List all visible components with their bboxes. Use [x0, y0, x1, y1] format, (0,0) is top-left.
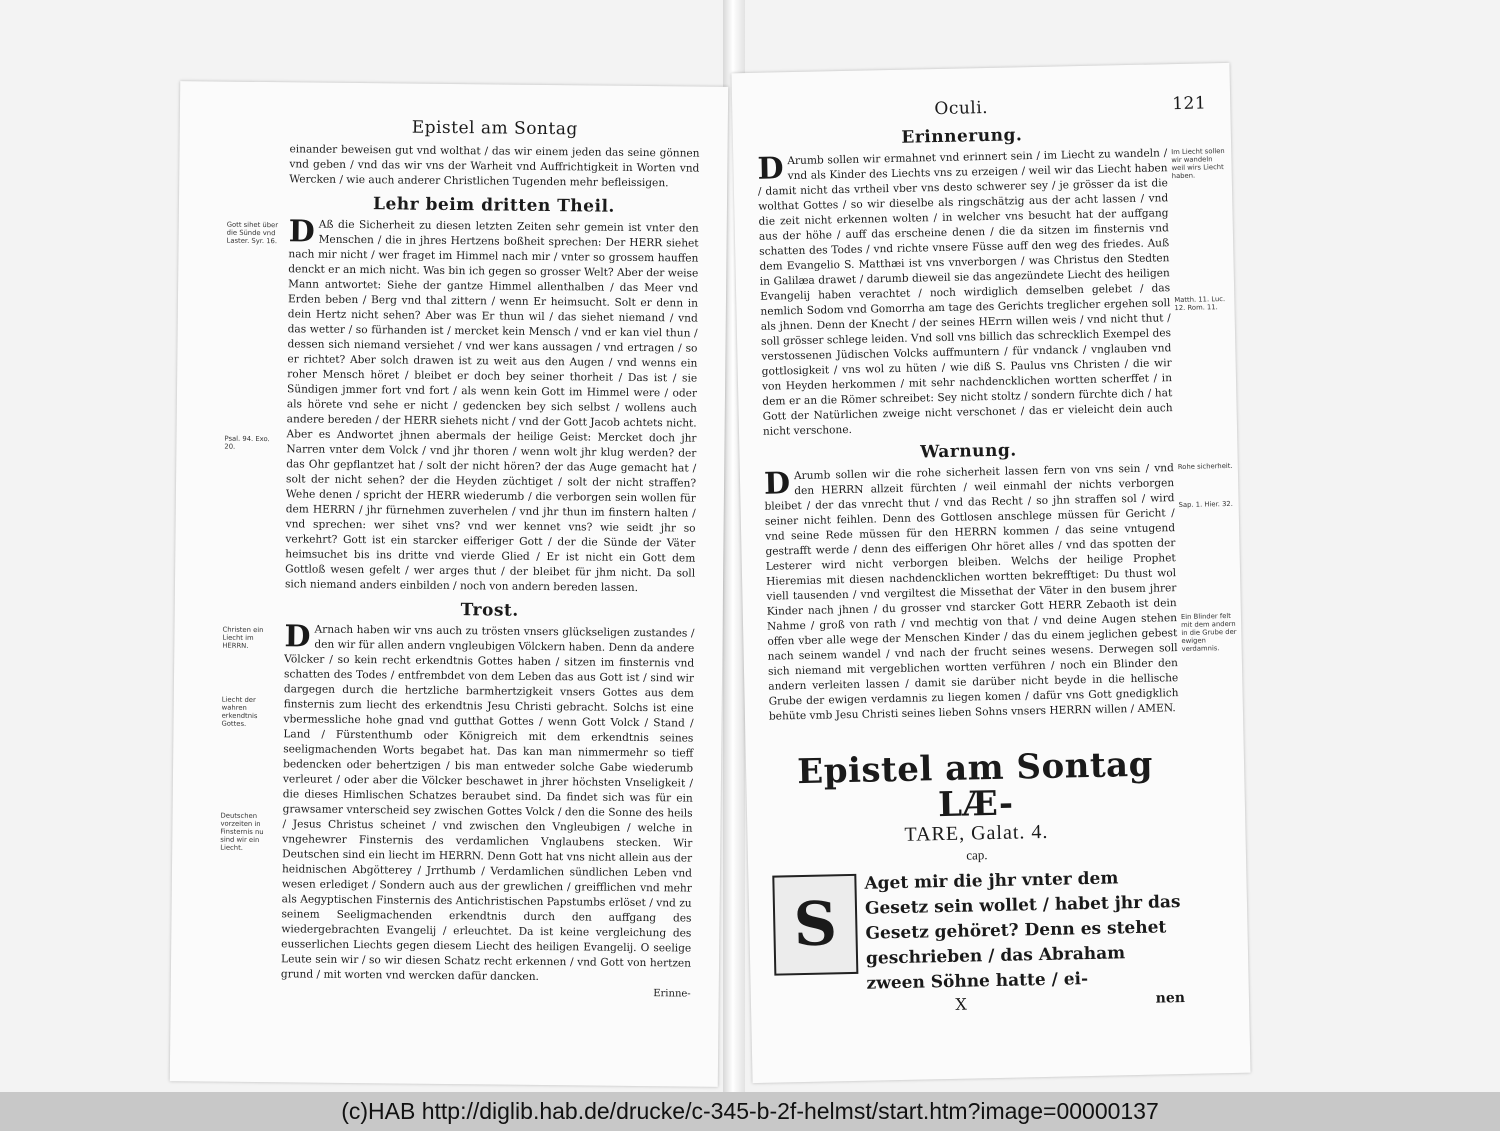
right-page — [731, 63, 1250, 1083]
credit-bar — [0, 1092, 1500, 1131]
right-page-header — [756, 93, 1207, 125]
section-title-trost: Trost. — [460, 600, 519, 621]
decorated-initial: S — [772, 874, 858, 976]
margin-note: Liecht der wahren erkendtnis Gottes. — [221, 695, 258, 728]
drop-cap: D — [284, 619, 311, 655]
catchword: nen — [1155, 990, 1186, 1007]
margin-note: Psal. 94. Exo. 20. — [224, 434, 270, 451]
margin-note: Matth. 11. Luc. 12. Rom. 11. — [1174, 295, 1226, 313]
section-title-erinnerung: Erinnerung. — [901, 125, 1023, 148]
epistle-title: Epistel am Sontag LÆ- — [796, 744, 1154, 826]
epistle-subtitle: TARE, Galat. 4. — [904, 820, 1049, 846]
margin-note: Deutschen vorzeiten in Finsternis nu sind wir ein Liecht. — [220, 811, 264, 852]
warnung-paragraph — [763, 461, 1237, 725]
lehr-paragraph — [224, 214, 699, 596]
warnung-text: Arumb sollen wir die rohe sicherheit lassen fern von vns sein / vnd den HERRN allzeit fürchten / weil einmahl der nichts verborgen bleibet / der das vnrecht thut / vnd das Recht / so jhn straffen sol / wird seiner nicht feihlen. Denn des Gottlosen anschlege müssen für Gericht / vnd seine Rede müssen für den HERRN kommen / das seine vntugend gestrafft werde / denn des eifferigen Ohr höret alles / vnd das spotten der Lesterer wird nicht verborgen bleiben. Welchs der heilige Prophet Hieremias mit diesen nachdencklichen wortten bekrefftiget: Du thust wol viell tausenden / vnd vergiltest die Missethat der Väter in den busem jhrer Kinder nach jhnen / du grosser vnd starcker Gott HERR Zebaoth ist dein Nahme / groß von rath / vnd mechtig von that / vnd deine Augen stehen offen vber alle wege der Menschen Kinder / das du einem jeglichen gebest nach seinem wandel / vnd nach der frucht seines wesens. Derwegen soll sich niemand mit vergeblichen wortten verführen / noch ein Blinder den andern verleiten lassen / damit sie darüber nicht beyde in die hellische Grube der ewigen verdamnis zu liegen komen / dafür vns Gott gnedigklich behüte vmb Jesu Christi seines lieben Sohns vnsers HERRN willen / AMEN. — [764, 462, 1179, 723]
epistle-cap: cap. — [966, 847, 988, 863]
margin-note: Rohe sicherheit. — [1177, 461, 1233, 472]
credit-text: (c)HAB http://diglib.hab.de/drucke/c-345-b-2f-helmst/start.htm?image=00000137 — [341, 1098, 1159, 1124]
erinnerung-paragraph — [757, 146, 1226, 440]
page-number: 121 — [1172, 93, 1207, 115]
margin-note: Christen ein Liecht im HERRN. — [222, 625, 264, 650]
trost-paragraph — [220, 619, 695, 986]
right-page-title: Oculi. — [934, 97, 989, 120]
drop-cap: D — [288, 214, 315, 250]
left-intro-text: einander beweisen gut vnd wolthat / das wir einem jeden das seine gönnen vnd geben / vnd das wir vns der Warheit vnd Auffrichtigkeit in Worten vnd Wercken / wie auch anderer Christlichen Tugenden mehr befleissigen. — [289, 143, 700, 190]
lehr-text: Aß die Sicherheit zu diesen letzten Zeiten sehr gemein ist vnter den Menschen / die in jhres Hertzens boßheit sprechen: Der HERR siehet nach mir nicht / wer fraget im Himmel nach mir / vnter so grossem hauffen denckt er an mich nicht. Was bin ich gegen so grosser Welt? Aber der weise Mann antwortet: Siehe der gantze Himmel allenthalben / das Meer vnd Erden beben / Berg vnd thal zittern / wenn Er heimsucht. Solt er denn in dein Hertz nicht sehen? Aber was Er thun wil / das siehet niemand / vnd das wetter / so fürhanden ist / mercket kein Mensch / vnd er kan viel thun / dessen sich niemand versiehet / vnd wer kans aussagen / vnd ertragen / so er richtet? Aber solch drawen ist zu weit aus den Augen / vnd wenns ein roher Mensch höret / bleibet er doch bey seiner thorheit / Das ist / sie Sündigen jmmer fort vnd fort / als wenn kein Gott im Himmel were / oder als hörete vnd sehe er nicht / gedencken bey sich selbst / wollens auch andere bereden / der HERR siehets nicht / vnd der Gott Jacob achtets nicht. Aber es Andwortet jhnen abermals der heilige Geist: Mercket doch jhr Narren vnter dem Volck / vnd jhr thoren / wenn wolt jhr klug werden? der das Ohr gepflantzet hat / solt der nicht hören? der das Auge gemacht hat / solt der nicht sehen? der die Heyden züchtiget / solt der nicht straffen? Wehe denen / spricht der HERR wiederumb / die verborgen sein wollen für dem HERRN / jhr fürnehmen zuverhelen / vnd jhr thun im finstern halten / vnd sprechen: wer sihet vns? vnd wer kennet vns? wie seidt jhr so verkehrt? Gott ist ein starcker eifferiger Gott / der die Sünde der Väter heimsuchet bis ins dritte vnd vierde Glied / Er ist nicht ein Gott dem Gottloß wesen gefelt / wer arges thut / der bleibet für jhm nicht. Da soll sich niemand anders einbilden / noch von andern bereden lassen. — [284, 218, 699, 594]
margin-note: Gott sihet über die Sünde vnd Laster. Syr. 16. — [226, 220, 279, 246]
section-title-warnung: Warnung. — [920, 440, 1017, 463]
trost-text: Arnach haben wir vns auch zu trösten vnsers glückseligen zustandes / den wir für allen andern vngleubigen Völckern haben. Denn da andere Völcker / so kein recht erkendtnis Gottes haben / sitzen im finsternis vnd schatten des Todes / entfrembdet von dem Leben das aus Gott ist / sind wir dargegen durch die hertzliche barmhertzigkeit vnsers Gottes aus dem finsternis zum liecht des erkendtnis Jesu Christi gebracht. Solchs ist eine vbermessliche hohe gnad vnd gutthat Gottes / wenn Gott Volck / Stand / Land / Fürstenthumb oder Königreich mit dem erkendtnis seines seeligmachenden Worts begabet hat. Das kan man nimmermehr so tieff bedencken oder behertzigen / bis man entweder solche Gabe wiederumb verleuret / oder aber die Völcker beschawet in jhrer höchsten Vnseligkeit / die dieses Himlischen Schatzes beraubet sind. Da findet sich was für ein grawsamer vnterscheid sey zwischen Gottes Volck / den die Sonne des heils / Jesus Christus scheinet / vnd zwischen den Vngleubigen / welche in vngehewrer Finsternis des verdamlichen Vnglaubens stecken. Wir Deutschen sind ein liecht im HERRN. Denn Gott hat vns nicht allein aus der heidnischen Abgötterey / Jrrthumb / Verdamlichen sündlichen Leben vnd wesen erlediget / Sondern auch aus der grewlichen / greifflichen vnd mehr als Aegyptischen Finsternis des Antichristischen Papstumbs erlöset / vnd zu seinem Seeligmachenden erkendtnis durch den auffgang des wiedergebrachten Evangelij / erleuchtet. Da ist keine vergleichung des eusserlichen Liechts gegen diesem Liecht des heiligen Evangelij. O seelige Leute sein wir / so wir diesen Schatz recht erkennen / vnd Gott von hertzen grund / mit worten vnd wercken dafür dancken. — [280, 623, 695, 983]
drop-cap: D — [763, 466, 791, 502]
margin-note: Ein Blinder felt mit dem andern in die Grube der ewigen verdamnis. — [1180, 611, 1237, 654]
margin-note: Sap. 1. Hier. 32. — [1178, 499, 1233, 510]
epistle-text: Aget mir die jhr vnter dem Gesetz sein wollet / habet jhr das Gesetz gehöret? Denn es stehet geschrieben / das Abraham zween Söhne hatte / ei- — [864, 868, 1181, 994]
left-page — [170, 81, 728, 1087]
epistle-paragraph — [772, 865, 1185, 999]
section-title-lehr: Lehr beim dritten Theil. — [372, 194, 615, 217]
margin-note: Im Liecht sollen wir wandeln weil wirs Liecht haben. — [1171, 147, 1225, 181]
erinnerung-text: Arumb sollen wir ermahnet vnd erinnert sein / im Liecht zu wandeln / vnd als Kinder des Liechts vns zu erzeigen / weil wir das Liecht haben / damit nicht das vrtheil vber vns desto schwerer sey / je grösser da ist die wolthat Gottes / so wir dieselbe als ringschätzig aus der acht lassen / vnd die zeit nicht erkennen wolten / in welcher vns besucht hat der auffgang aus der höhe / auff das erscheine denen / die da sitzen im finsternis vnd schatten des Todes / vnd richte vnsere Füsse auff den weg des friedes. Auß dem Evangelio S. Matthæi ist vns vnverborgen / was Christus den Stedten in Galilæa drawet / darumb dieweil sie das angezündete Liecht des heiligen Evangelij haben verachtet / noch wirdiglich demselben gelebet / das nemlich Sodom vnd Gomorrha am tage des Gerichts treglicher ergehen soll als jhnen. Denn der Knecht / der seines HErrn willen weis / vnd nicht thut / soll grösser schlege leiden. Vnd soll vns billich das schrecklich Exempel des verstossenen Jüdischen Volcks auffmuntern / für vndanck / vnglauben vnd gottlosigkeit / vns wol zu hüten / wie diß S. Paulus vns Christen / die wir von Heyden herkommen / mit sehr nachdencklichen wortten scherffet / in dem er an die Römer schreibet: Sey nicht stoltz / sondern fürchte dich / hat Gott der Natürlichen zweige nicht verschonet / das er vieleicht dein auch nicht verschone. — [757, 147, 1173, 438]
left-page-header: Epistel am Sontag — [411, 117, 578, 140]
catchword: Erinne- — [653, 988, 691, 1000]
drop-cap: D — [757, 151, 784, 187]
signature-mark: X — [955, 994, 968, 1014]
